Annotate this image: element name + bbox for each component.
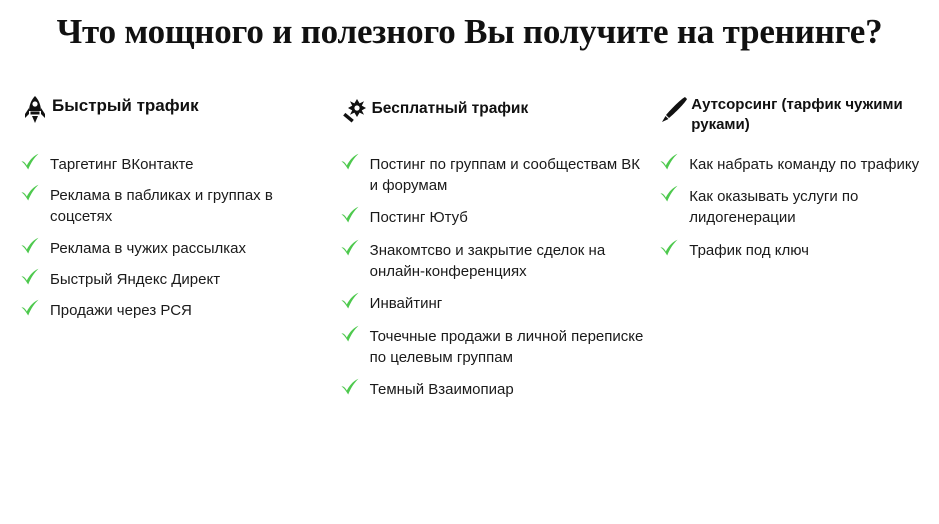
rocket-icon: [18, 93, 52, 125]
check-icon: [18, 237, 50, 255]
list-item: [657, 185, 925, 229]
column-heading-row: [18, 93, 326, 139]
check-icon: [338, 378, 370, 396]
list-item-label: Таргетинг ВКонтакте: [50, 155, 194, 173]
list-item-label: Реклама в пабликах и группах в соцсетях: [50, 187, 273, 226]
list-item-label: Реклама в чужих рассылках: [50, 239, 246, 257]
list-item: [18, 153, 326, 175]
list-item: [338, 206, 648, 228]
list-item-label: Как оказывать услуги по лидогенерации: [689, 188, 859, 227]
list-item-label: Темный Взаимопиар: [369, 381, 514, 399]
column-fast-traffic: [10, 93, 326, 331]
column-free-traffic: [326, 93, 648, 411]
check-icon: [657, 239, 689, 257]
list-item: [657, 239, 925, 261]
list-item-label: Быстрый Яндекс Директ: [50, 270, 221, 288]
benefit-list: [338, 153, 648, 401]
list-item: [338, 292, 648, 314]
list-item: [338, 325, 648, 369]
slide: [0, 10, 939, 524]
list-item-label: Точечные продажи в личной переписке по целевым группам: [369, 327, 644, 366]
list-item: [338, 239, 648, 283]
column-outsourcing: [647, 93, 925, 271]
page-title: Что мощного и полезного Вы получите на тренинге?: [56, 12, 883, 51]
check-icon: [338, 206, 370, 224]
list-item-label: Знакомтсво и закрытие сделок на онлайн-конференциях: [369, 241, 606, 280]
check-icon: [338, 292, 370, 310]
list-item-label: Инвайтинг: [369, 295, 443, 313]
check-icon: [338, 239, 370, 257]
list-item-label: Как набрать команду по трафику: [689, 155, 920, 173]
check-icon: [18, 153, 50, 171]
list-item: [657, 153, 925, 175]
columns-container: [0, 93, 939, 411]
check-icon: [338, 325, 370, 343]
check-icon: [18, 184, 50, 202]
column-heading-row: [657, 93, 925, 139]
list-item-label: Постинг Ютуб: [369, 209, 468, 227]
column-heading: Быстрый трафик: [52, 95, 199, 115]
list-item: [338, 153, 648, 197]
list-item-label: Продажи через РСЯ: [50, 302, 192, 320]
column-heading: Бесплатный трафик: [371, 99, 529, 117]
magic-wand-icon: [338, 93, 372, 125]
list-item: [338, 378, 648, 400]
check-icon: [18, 268, 50, 286]
check-icon: [657, 153, 689, 171]
list-item: [18, 237, 326, 259]
list-item-label: Трафик под ключ: [689, 241, 809, 259]
benefit-list: [18, 153, 326, 322]
list-item: [18, 299, 326, 321]
list-item-label: Постинг по группам и сообществам ВК и форумам: [369, 155, 641, 195]
column-heading: Аутсорсинг (тарфик чужими руками): [691, 95, 903, 134]
benefit-list: [657, 153, 925, 261]
check-icon: [657, 185, 689, 203]
list-item: [18, 268, 326, 290]
check-icon: [18, 299, 50, 317]
list-item: [18, 184, 326, 228]
column-heading-row: [338, 93, 648, 139]
check-icon: [338, 153, 370, 171]
pen-icon: [657, 93, 691, 125]
